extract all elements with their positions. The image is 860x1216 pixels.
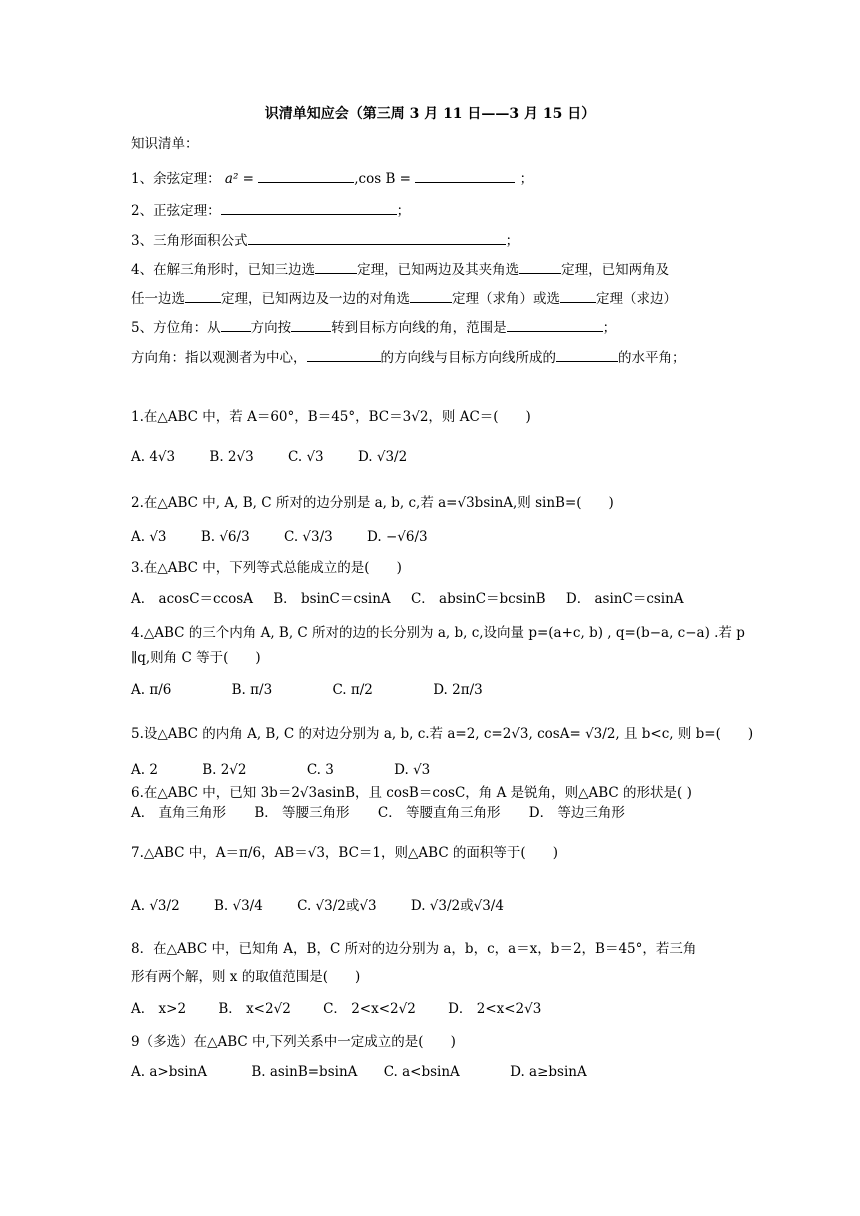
bearing-blank-2[interactable] <box>291 317 331 332</box>
solving-line-2: 任一边选 定理，已知两边及一边的对角选 定理（求角）或选 定理（求边） <box>131 288 677 309</box>
q7-option-c[interactable]: C. √3/2或√3 <box>297 898 377 914</box>
question-1-options <box>131 447 437 467</box>
solving-blank-3[interactable] <box>185 288 221 303</box>
bearing-blank-1[interactable] <box>221 317 251 332</box>
q6-option-a[interactable]: A． 直角三角形 <box>131 805 227 821</box>
q9-option-a[interactable]: A. a>bsinA <box>131 1064 208 1080</box>
question-9-stem: 9（多选）在△ABC 中,下列关系中一定成立的是( ) <box>131 1034 456 1050</box>
solving-blank-5[interactable] <box>560 288 596 303</box>
q4-option-b[interactable]: B. π/3 <box>231 682 273 698</box>
area-blank[interactable] <box>248 230 506 245</box>
sine-rule-line: 2、正弦定理： ； <box>131 200 410 221</box>
page-title: 识清单知应会（第三周 3 月 11 日——3 月 15 日） <box>264 106 596 122</box>
q5-option-d[interactable]: D. √3 <box>394 762 431 778</box>
q3-option-a[interactable]: A． acosC＝ccosA <box>131 591 253 607</box>
question-9-options <box>131 1062 617 1082</box>
q5-option-b[interactable]: B. 2√2 <box>202 762 247 778</box>
solving-blank-1[interactable] <box>315 259 357 274</box>
q9-option-c[interactable]: C. a<bsinA <box>383 1064 460 1080</box>
question-8-stem-1: 8．在△ABC 中，已知角 A，B，C 所对的边分别为 a，b，c，a＝x，b＝2，B＝45°，若三角 <box>131 941 697 957</box>
question-4-stem-1: 4.△ABC 的三个内角 A, B, C 所对的边的长分别为 a, b, c,设向量 p=(a+c, b) , q=(b−a, c−a) .若 p <box>131 625 745 641</box>
q5-option-c[interactable]: C. 3 <box>306 762 334 778</box>
q2-option-c[interactable]: C. √3/3 <box>283 529 333 545</box>
cosine-blank-1[interactable] <box>258 168 354 183</box>
solving-line-1: 4、在解三角形时，已知三边选 定理，已知两边及其夹角选 定理，已知两角及 <box>131 259 669 280</box>
solving-blank-2[interactable] <box>519 259 561 274</box>
q3-option-c[interactable]: C． absinC＝bcsinB <box>410 591 546 607</box>
q1-option-d[interactable]: D. √3/2 <box>357 449 408 465</box>
question-5-options <box>131 760 460 780</box>
q3-option-d[interactable]: D． asinC＝csinA <box>565 591 684 607</box>
question-2-stem: 2.在△ABC 中, A, B, C 所对的边分别是 a, b, c,若 a=√3bsinA,则 sinB=( ) <box>131 495 614 511</box>
q3-option-b[interactable]: B． bsinC＝csinA <box>273 591 391 607</box>
question-4-options <box>131 680 513 700</box>
question-6-options <box>131 803 655 823</box>
question-7-stem: 7.△ABC 中，A＝π/6，AB＝√3，BC＝1，则△ABC 的面积等于( ) <box>131 845 558 861</box>
q7-option-d[interactable]: D. √3/2或√3/4 <box>410 898 504 914</box>
q9-option-d[interactable]: D. a≥bsinA <box>510 1064 587 1080</box>
q8-option-a[interactable]: A． x>2 <box>131 1001 187 1017</box>
question-6-stem: 6.在△ABC 中，已知 3b＝2√3asinB，且 cosB＝cosC，角 A 是锐角，则△ABC 的形状是( ) <box>131 785 692 801</box>
area-formula-line: 3、三角形面积公式 ； <box>131 230 519 251</box>
q8-option-b[interactable]: B． x<2√2 <box>218 1001 291 1017</box>
question-8-options <box>131 999 571 1019</box>
bearing-blank-3[interactable] <box>507 317 603 332</box>
solving-blank-4[interactable] <box>410 288 452 303</box>
q6-option-d[interactable]: D． 等边三角形 <box>528 805 625 821</box>
q1-option-a[interactable]: A. 4√3 <box>131 449 176 465</box>
cosine-rule-line: 1、余弦定理： a² = ,cos B = ； <box>131 168 533 189</box>
q8-option-d[interactable]: D． 2<x<2√3 <box>448 1001 542 1017</box>
checklist-heading: 知识清单： <box>131 136 199 152</box>
question-8-stem-2: 形有两个解，则 x 的取值范围是( ) <box>131 969 361 985</box>
q2-option-a[interactable]: A. √3 <box>131 529 167 545</box>
direction-blank-1[interactable] <box>307 347 381 362</box>
q7-option-a[interactable]: A. √3/2 <box>131 898 180 914</box>
q6-option-c[interactable]: C． 等腰直角三角形 <box>377 805 501 821</box>
q4-option-c[interactable]: C. π/2 <box>332 682 373 698</box>
q7-option-b[interactable]: B. √3/4 <box>213 898 263 914</box>
sine-blank[interactable] <box>221 200 397 215</box>
question-3-options <box>131 589 714 609</box>
cosine-blank-2[interactable] <box>415 168 515 183</box>
q5-option-a[interactable]: A. 2 <box>131 762 158 778</box>
q6-option-b[interactable]: B． 等腰三角形 <box>254 805 350 821</box>
question-4-stem-2: ∥q,则角 C 等于( ) <box>131 650 261 666</box>
question-1-stem: 1.在△ABC 中，若 A＝60°，B＝45°，BC＝3√2，则 AC＝( ) <box>131 409 531 425</box>
direction-angle-line: 方向角：指以观测者为中心， 的方向线与目标方向线所成的 的水平角； <box>131 347 686 368</box>
direction-blank-2[interactable] <box>556 347 618 362</box>
q8-option-c[interactable]: C． 2<x<2√2 <box>323 1001 416 1017</box>
cosine-rule-expr: a² = <box>224 171 254 187</box>
q4-option-a[interactable]: A. π/6 <box>131 682 172 698</box>
q1-option-c[interactable]: C. √3 <box>288 449 324 465</box>
bearing-line: 5、方位角：从 方向按 转到目标方向线的角，范围是 ； <box>131 317 616 338</box>
q4-option-d[interactable]: D. 2π/3 <box>433 682 483 698</box>
q1-option-b[interactable]: B. 2√3 <box>209 449 254 465</box>
question-2-options <box>131 527 458 547</box>
q2-option-d[interactable]: D. −√6/3 <box>367 529 428 545</box>
question-3-stem: 3.在△ABC 中，下列等式总能成立的是( ) <box>131 560 402 576</box>
question-5-stem: 5.设△ABC 的内角 A, B, C 的对边分别为 a, b, c.若 a=2, c=2√3, cosA= √3/2, 且 b<c, 则 b=( ) <box>131 726 754 742</box>
q2-option-b[interactable]: B. √6/3 <box>200 529 250 545</box>
question-7-options <box>131 896 534 916</box>
q9-option-b[interactable]: B. asinB=bsinA <box>251 1064 358 1080</box>
